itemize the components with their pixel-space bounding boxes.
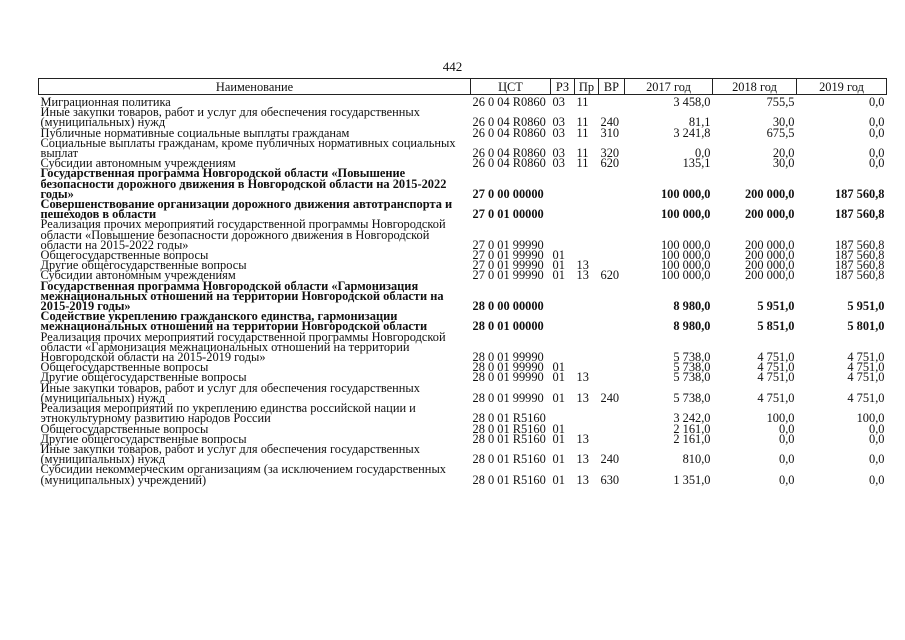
cell-2018: 5 951,0: [757, 299, 795, 314]
cell-2018: 200 000,0: [744, 237, 795, 252]
cell-pr: [575, 281, 599, 312]
cell-2019: 0,0: [869, 421, 885, 436]
cell-rz: 01: [552, 360, 565, 375]
cell-cst: 28 0 01 99990: [472, 370, 544, 385]
cell-name: Государственная программа Новгородской области «Повышение безопасности дорожного движения в Новгородской области на 2015-2022 годы»: [40, 166, 447, 201]
header-vr: ВР: [599, 79, 625, 95]
cell-2019: 0,0: [869, 472, 885, 487]
cell-2019: 4 751,0: [847, 390, 885, 405]
cell-cst: 28 0 01 R5160: [472, 472, 546, 487]
cell-cst: 26 0 04 R0860: [472, 115, 546, 130]
cell-vr: [599, 311, 625, 331]
cell-cst: 28 0 01 R5160: [472, 431, 546, 446]
cell-2017: 3 242,0: [673, 411, 711, 426]
cell-2017: 100 000,0: [660, 268, 711, 283]
cell-2019: 187 560,8: [834, 237, 885, 252]
cell-2018: 30,0: [772, 156, 795, 171]
cell-2019: 4 751,0: [847, 370, 885, 385]
cell-pr: 13: [576, 452, 589, 467]
cell-2017: 3 241,8: [673, 125, 711, 140]
cell-name: Миграционная политика: [40, 95, 171, 109]
cell-vr: 620: [600, 156, 620, 171]
cell-vr: 630: [600, 472, 620, 487]
cell-rz: [551, 403, 575, 423]
cell-name: Реализация прочих мероприятий государственной программы Новгородской области «Повышение безопасности дорожного движения в Новгородской области на 2015-2022 годы»: [40, 217, 446, 252]
cell-pr: 13: [576, 258, 589, 273]
cell-rz: 03: [552, 95, 565, 109]
cell-cst: 27 0 00 00000: [472, 186, 544, 201]
cell-pr: 13: [576, 390, 589, 405]
cell-2018: 4 751,0: [757, 370, 795, 385]
cell-cst: 28 0 01 99990: [472, 390, 544, 405]
cell-cst: 27 0 01 99990: [472, 268, 544, 283]
cell-cst: 28 0 01 00000: [472, 319, 544, 334]
table-row: [39, 281, 887, 312]
cell-2018: 200 000,0: [744, 248, 795, 263]
cell-2017: 135,1: [682, 156, 711, 171]
table-row: [39, 168, 887, 199]
cell-pr: 11: [576, 156, 589, 171]
cell-rz: 01: [552, 268, 565, 283]
page-number: 442: [442, 59, 463, 74]
cell-2017: 810,0: [682, 452, 711, 467]
cell-2019: 0,0: [869, 156, 885, 171]
cell-vr: [599, 219, 625, 250]
cell-2019: 187 560,8: [834, 268, 885, 283]
cell-2018: 100,0: [766, 411, 795, 426]
cell-2019: 187 560,8: [834, 207, 885, 222]
cell-rz: 03: [552, 125, 565, 140]
cell-name: Субсидии автономным учреждениям: [40, 156, 236, 171]
table-row: [39, 403, 887, 423]
cell-2018: 5 851,0: [757, 319, 795, 334]
cell-pr: 11: [576, 125, 589, 140]
cell-rz: [551, 311, 575, 331]
cell-vr: [599, 95, 625, 108]
cell-rz: 03: [552, 115, 565, 130]
cell-2018: 200 000,0: [744, 258, 795, 273]
header-rz: РЗ: [551, 79, 575, 95]
cell-2019: 0,0: [869, 452, 885, 467]
cell-name: Иные закупки товаров, работ и услуг для обеспечения государственных (муниципальных) нужд: [40, 380, 420, 405]
cell-cst: 28 0 01 99990: [472, 350, 544, 365]
cell-name: Другие общегосударственные вопросы: [40, 431, 247, 446]
header-cst: ЦСТ: [471, 79, 551, 95]
cell-2019: 0,0: [869, 95, 885, 109]
cell-2019: 100,0: [856, 411, 885, 426]
cell-name: Общегосударственные вопросы: [40, 421, 209, 436]
cell-cst: 28 0 01 R5160: [472, 411, 546, 426]
cell-pr: 13: [576, 268, 589, 283]
cell-2019: 0,0: [869, 431, 885, 446]
cell-rz: [551, 281, 575, 312]
cell-cst: 26 0 04 R0860: [472, 146, 546, 161]
cell-cst: 28 0 01 R5160: [472, 452, 546, 467]
cell-name: Государственная программа Новгородской области «Гармонизация межнациональных отношений на территории Новгородской области на 2015-2019 годы»: [40, 278, 444, 314]
cell-vr: [599, 424, 625, 434]
table-row: [39, 444, 887, 464]
cell-2019: 0,0: [869, 146, 885, 161]
cell-2017: 100 000,0: [660, 186, 711, 201]
cell-pr: 11: [576, 146, 589, 161]
cell-2017: 8 980,0: [673, 319, 711, 334]
cell-2019: 0,0: [869, 125, 885, 140]
cell-pr: [575, 168, 599, 199]
cell-2018: 0,0: [779, 421, 795, 436]
cell-name: Субсидии автономным учреждениям: [40, 268, 236, 283]
cell-pr: [575, 332, 599, 363]
cell-vr: [599, 168, 625, 199]
cell-2018: 4 751,0: [757, 360, 795, 375]
cell-vr: [599, 362, 625, 372]
cell-2019: 4 751,0: [847, 350, 885, 365]
header-2018: 2018 год: [713, 79, 797, 95]
cell-2018: 4 751,0: [757, 350, 795, 365]
cell-2018: 0,0: [779, 472, 795, 487]
cell-2017: 5 738,0: [673, 360, 711, 375]
table-row: [39, 199, 887, 219]
cell-name: Социальные выплаты гражданам, кроме публичных нормативных социальных выплат: [40, 135, 456, 161]
cell-2019: 187 560,8: [834, 186, 885, 201]
cell-vr: [599, 372, 625, 382]
table-row: [39, 219, 887, 250]
cell-2018: 0,0: [779, 431, 795, 446]
cell-pr: [575, 403, 599, 423]
cell-cst: 28 0 01 99990: [472, 360, 544, 375]
cell-rz: [551, 199, 575, 219]
cell-2018: 30,0: [772, 115, 795, 130]
cell-2017: 100 000,0: [660, 237, 711, 252]
table-header-row: [39, 79, 887, 95]
table-row: [39, 383, 887, 403]
table-row: [39, 464, 887, 484]
cell-2018: 20,0: [772, 146, 795, 161]
cell-rz: 01: [552, 370, 565, 385]
cell-vr: 240: [600, 452, 620, 467]
cell-2017: 2 161,0: [673, 421, 711, 436]
cell-2017: 0,0: [695, 146, 711, 161]
cell-pr: 13: [576, 472, 589, 487]
cell-cst: 26 0 04 R0860: [472, 125, 546, 140]
budget-table: [38, 78, 887, 485]
cell-cst: 26 0 04 R0860: [472, 156, 546, 171]
cell-rz: 01: [552, 472, 565, 487]
cell-name: Общегосударственные вопросы: [40, 360, 209, 375]
table-row: [39, 332, 887, 363]
table-row: [39, 311, 887, 331]
cell-rz: 01: [552, 421, 565, 436]
cell-pr: [575, 219, 599, 250]
cell-2019: 4 751,0: [847, 360, 885, 375]
cell-rz: 01: [552, 431, 565, 446]
cell-name: Реализация мероприятий по укреплению единства российской нации и этнокультурному развитию народов России: [40, 401, 416, 426]
cell-name: Общегосударственные вопросы: [40, 248, 209, 263]
cell-pr: [575, 311, 599, 331]
cell-2017: 5 738,0: [673, 370, 711, 385]
cell-rz: 01: [552, 452, 565, 467]
cell-name: Другие общегосударственные вопросы: [40, 370, 247, 385]
cell-name: Субсидии некоммерческим организациям (за исключением государственных (муниципальных) учреждений): [40, 462, 446, 487]
header-pr: Пр: [575, 79, 599, 95]
cell-name: Совершенствование организации дорожного движения автотранспорта и пешеходов в области: [40, 197, 453, 222]
cell-pr: 13: [576, 431, 589, 446]
cell-cst: 27 0 01 99990: [472, 258, 544, 273]
cell-rz: [551, 168, 575, 199]
cell-2017: 5 738,0: [673, 390, 711, 405]
cell-2019: 187 560,8: [834, 258, 885, 273]
cell-2017: 8 980,0: [673, 299, 711, 314]
cell-2017: 81,1: [688, 115, 711, 130]
cell-pr: [575, 199, 599, 219]
cell-2018: 4 751,0: [757, 390, 795, 405]
cell-vr: 310: [600, 125, 620, 140]
cell-vr: [599, 434, 625, 444]
cell-vr: [599, 250, 625, 260]
cell-vr: [599, 332, 625, 363]
cell-rz: [551, 332, 575, 363]
cell-pr: 11: [576, 95, 589, 109]
header-2017: 2017 год: [625, 79, 713, 95]
cell-name: Иные закупки товаров, работ и услуг для обеспечения государственных (муниципальных) нужд: [40, 441, 420, 467]
cell-2017: 1 351,0: [673, 472, 711, 487]
cell-2019: 5 801,0: [847, 319, 885, 334]
cell-name: Реализация прочих мероприятий государственной программы Новгородской области «Гармонизация межнациональных отношений на территории Новгородской области на 2015-2019 годы»: [40, 329, 446, 365]
cell-rz: 01: [552, 248, 565, 263]
table-row: [39, 107, 887, 127]
cell-2018: 675,5: [766, 125, 795, 140]
cell-2017: 5 738,0: [673, 350, 711, 365]
cell-2017: 100 000,0: [660, 258, 711, 273]
cell-name: Иные закупки товаров, работ и услуг для обеспечения государственных (муниципальных) нужд: [40, 105, 420, 130]
cell-2018: 200 000,0: [744, 186, 795, 201]
cell-2019: 5 951,0: [847, 299, 885, 314]
cell-rz: [551, 219, 575, 250]
cell-2018: 755,5: [766, 95, 795, 109]
cell-pr: 11: [576, 115, 589, 130]
cell-rz: 03: [552, 156, 565, 171]
table-body: [39, 95, 887, 485]
cell-2019: 0,0: [869, 115, 885, 130]
cell-rz: 01: [552, 390, 565, 405]
cell-2018: 0,0: [779, 452, 795, 467]
cell-cst: 26 0 04 R0860: [472, 95, 546, 109]
cell-2017: 2 161,0: [673, 431, 711, 446]
cell-cst: 27 0 01 00000: [472, 207, 544, 222]
cell-pr: 13: [576, 370, 589, 385]
cell-2017: 100 000,0: [660, 248, 711, 263]
cell-vr: 320: [600, 146, 620, 161]
cell-name: Другие общегосударственные вопросы: [40, 258, 247, 273]
cell-cst: 28 0 01 R5160: [472, 421, 546, 436]
cell-2019: 187 560,8: [834, 248, 885, 263]
cell-vr: [599, 403, 625, 423]
cell-vr: 240: [600, 390, 620, 405]
table-row: [39, 138, 887, 158]
cell-cst: 27 0 01 99990: [472, 237, 544, 252]
cell-name: Публичные нормативные социальные выплаты гражданам: [40, 125, 350, 140]
cell-2018: 200 000,0: [744, 268, 795, 283]
cell-name: Содействие укреплению гражданского единства, гармонизации межнациональных отношений на территории Новгородской области: [40, 309, 428, 334]
cell-2017: 3 458,0: [673, 95, 711, 109]
cell-vr: [599, 281, 625, 312]
cell-2017: 100 000,0: [660, 207, 711, 222]
cell-vr: 240: [600, 115, 620, 130]
cell-rz: 03: [552, 146, 565, 161]
cell-cst: 28 0 00 00000: [472, 299, 544, 314]
cell-2018: 200 000,0: [744, 207, 795, 222]
header-2019: 2019 год: [797, 79, 887, 95]
cell-cst: 27 0 01 99990: [472, 248, 544, 263]
cell-vr: 620: [600, 268, 620, 283]
cell-rz: 01: [552, 258, 565, 273]
cell-vr: [599, 199, 625, 219]
header-name: Наименование: [39, 79, 471, 95]
